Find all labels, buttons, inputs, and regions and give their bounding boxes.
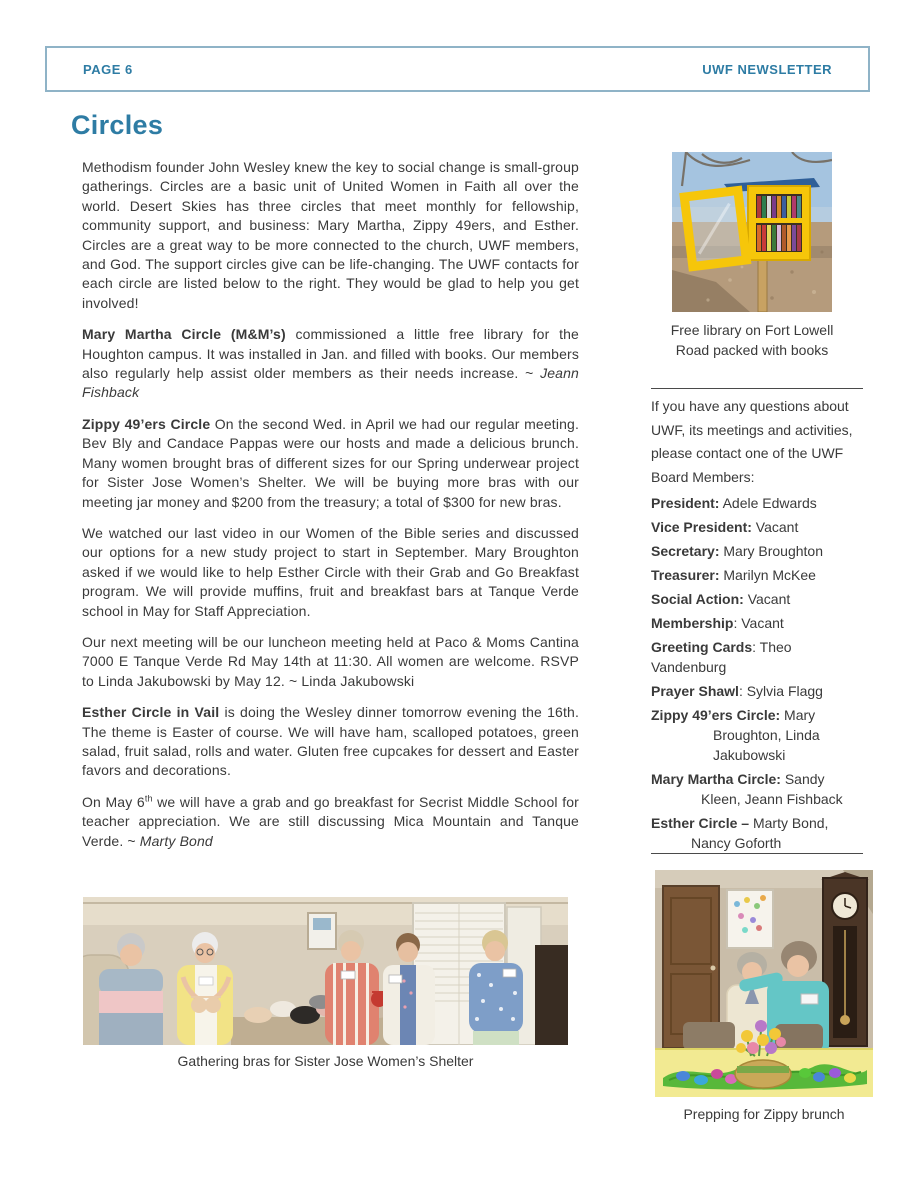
board-value: Nancy Goforth — [691, 835, 782, 851]
gathering-bras-photo — [83, 897, 568, 1045]
board-label: President: — [651, 495, 720, 511]
paragraph-zippy — [82, 415, 579, 512]
zippy-body: On the second Wed. in April we had our regular meeting. Bev Bly and Candace Pappas were our hosts and made a delicious brunch. Many women brought bras of different sizes for our Spring underwear project for Sister Jose Women’s Shelter. We will be buying more bras with our meeting jar money and $200 from the treasury; a total of $300 for new bras. — [82, 415, 579, 510]
may6-ordinal: th — [144, 793, 153, 804]
mary-martha-lead: Mary Martha Circle (M&M’s) — [82, 326, 286, 343]
may6-body: we will have a grab and go breakfast for Secrist Middle School for teacher appreciation. We are still discussing Mica Mountain and Tanque Verde. ~ — [82, 793, 579, 849]
section-title: Circles — [71, 110, 164, 140]
board-line-vice-president — [651, 518, 875, 536]
free-library-caption: Free library on Fort Lowell Road packed with books — [670, 322, 834, 358]
newsletter-title-label: UWF NEWSLETTER — [702, 61, 832, 77]
may6-signature: Marty Bond — [139, 832, 213, 849]
board-value: : Sylvia Flagg — [738, 683, 823, 699]
board-value: : Vacant — [733, 615, 784, 631]
board-value: Adele Edwards — [719, 495, 817, 511]
board-value: Marty Bond, — [749, 815, 829, 831]
board-value: Marilyn McKee — [719, 567, 816, 583]
free-library-illustration — [672, 152, 832, 312]
board-value: Broughton, Linda — [713, 727, 820, 743]
paragraph-esther — [82, 703, 579, 781]
free-library-photo — [672, 152, 832, 312]
board-line-treasurer — [651, 566, 875, 584]
board-line-esther-cont — [651, 834, 875, 852]
may6-pre: On May 6 — [82, 793, 145, 810]
board-value: Vacant — [751, 519, 799, 535]
contact-intro-text: If you have any questions about UWF, its meetings and activities, please contact one of the UWF Board Members: — [651, 398, 853, 485]
board-label: Treasurer: — [651, 567, 720, 583]
divider-top — [651, 388, 863, 389]
board-value: Vacant — [743, 591, 791, 607]
board-line-greeting-cards — [651, 638, 875, 656]
board-line-esther-circle — [651, 814, 875, 832]
zippy-brunch-illustration — [655, 870, 873, 1097]
board-line-membership — [651, 614, 875, 632]
board-value: Mary — [780, 707, 816, 723]
board-line-prayer-shawl — [651, 682, 875, 700]
board-line-mary-martha-circle — [651, 770, 875, 788]
paragraph-may6 — [82, 793, 579, 851]
board-label: Mary Martha Circle: — [651, 771, 781, 787]
board-label: Greeting Cards — [651, 639, 753, 655]
board-label: Zippy 49’ers Circle: — [651, 707, 781, 723]
board-value: Vandenburg — [651, 659, 727, 675]
board-label: Membership — [651, 615, 734, 631]
board-label: Prayer Shawl — [651, 683, 739, 699]
page-number-label: PAGE 6 — [83, 61, 133, 77]
board-value: Sandy — [780, 771, 825, 787]
board-line-mary-martha-cont — [651, 790, 875, 808]
board-label: Social Action: — [651, 591, 744, 607]
paragraph-mary-martha — [82, 325, 579, 403]
esther-lead: Esther Circle in Vail — [82, 704, 220, 721]
board-line-zippy-circle — [651, 706, 875, 724]
board-value: Mary Broughton — [719, 543, 823, 559]
board-line-zippy-cont-1 — [651, 726, 875, 744]
paragraph-intro: Methodism founder John Wesley knew the key to social change is small-group gatherings. Circles are a basic unit of United Women in Faith all over the world. Desert Skies has three circles that meet monthly for fellowship, community support, and business: Mary Martha, Zippy 49ers, and Esther. Circles are a great way to be more connected to the church, UWF members, and God. The support circles give can be life-changing. The UWF contacts for each circle are listed below to the right. They would be glad to help you get involved! — [82, 159, 579, 311]
zippy-brunch-caption: Prepping for Zippy brunch — [683, 1106, 845, 1122]
board-label: Secretary: — [651, 543, 720, 559]
board-value: Jakubowski — [713, 747, 786, 763]
board-value: : Theo — [752, 639, 792, 655]
esther-body: is doing the Wesley dinner tomorrow evening the 16th. The theme is Easter of course. We will have ham, scalloped potatoes, green salad, fruit salad, rolls and water. Gluten free cupcakes for dessert and Easter favors and decorations. — [82, 704, 580, 779]
paragraph-next-meeting: Our next meeting will be our luncheon meeting held at Paco & Moms Cantina 7000 E Tanque Verde Rd May 14th at 11:30. All women are welcome. RSVP to Linda Jakubowski by May 12. ~ Linda Jakubowski — [82, 633, 579, 689]
mary-martha-signature: Jeann Fishback — [82, 365, 579, 401]
mary-martha-body: commissioned a little free library for the Houghton campus. It was installed in Jan. and filled with books. Our members also regularly help assist older members as their needs increase. ~ — [82, 326, 579, 382]
board-line-secretary — [651, 542, 875, 560]
gathering-bras-illustration — [83, 897, 568, 1045]
divider-bottom — [651, 853, 863, 854]
zippy-lead: Zippy 49’ers Circle — [82, 415, 211, 432]
board-label: Esther Circle – — [651, 815, 750, 831]
article-column — [82, 158, 579, 863]
paragraph-bible-series: We watched our last video in our Women of the Bible series and discussed our options for a new study project to start in September. Mary Broughton asked if we would like to help Esther Circle with their Grab and Go Breakfast program. We will provide muffins, fruit and breakfast bars at Tanque Verde school in May for Staff Appreciation. — [82, 524, 579, 619]
board-line-zippy-cont-2 — [651, 746, 875, 764]
board-member-list — [651, 488, 875, 852]
board-line-president — [651, 494, 875, 512]
gathering-bras-caption: Gathering bras for Sister Jose Women’s Shelter — [177, 1053, 474, 1069]
page-header — [45, 46, 870, 92]
board-label: Vice President: — [651, 519, 752, 535]
board-line-greeting-cards-cont — [651, 658, 875, 676]
zippy-brunch-photo — [655, 870, 873, 1097]
board-line-social-action — [651, 590, 875, 608]
board-value: Kleen, Jeann Fishback — [701, 791, 843, 807]
